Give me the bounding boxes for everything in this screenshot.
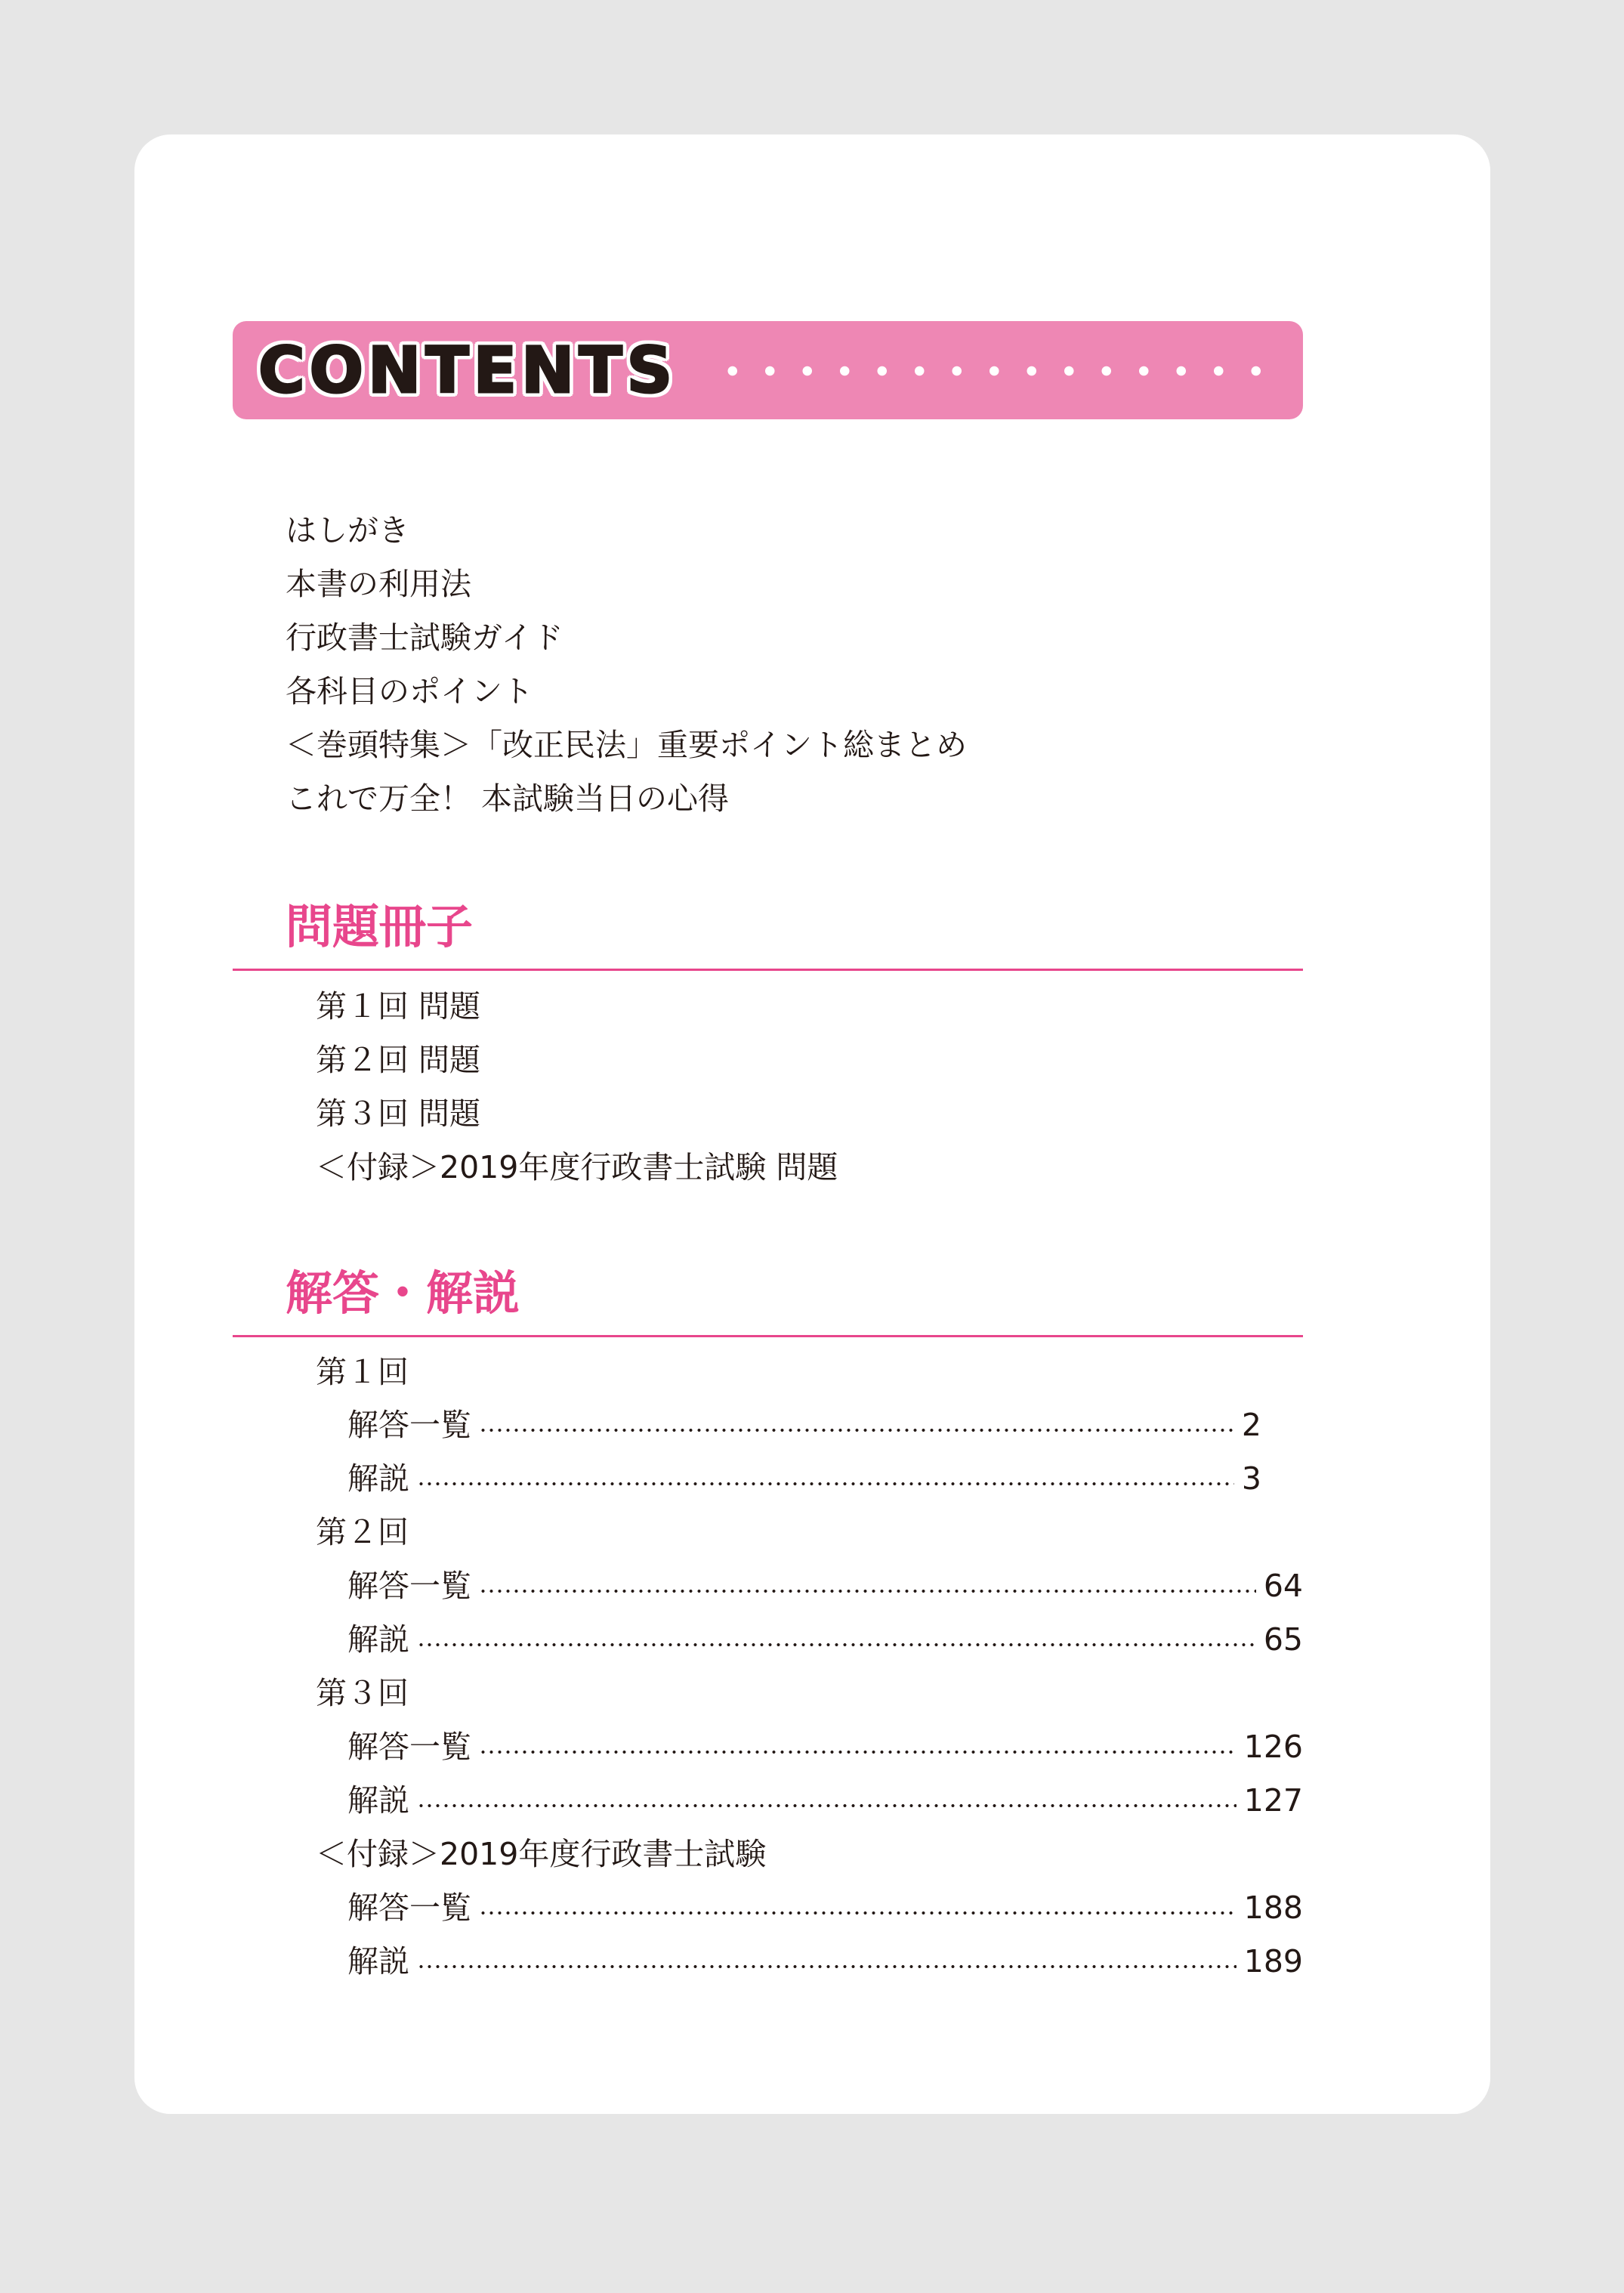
toc-entry-label: 解説 bbox=[347, 1460, 409, 1497]
toc-group-heading: 第２回 bbox=[316, 1514, 409, 1550]
toc-entry-label: 解答一覧 bbox=[347, 1407, 471, 1443]
toc-item-preface[interactable]: はしがき bbox=[286, 512, 409, 549]
toc-entry-page: 126 bbox=[1243, 1729, 1303, 1765]
toc-item-how-to-use[interactable]: 本書の利用法 bbox=[286, 566, 471, 602]
section-title-answers: 解答・解説 bbox=[286, 1265, 520, 1321]
toc-entry-label: 解答一覧 bbox=[347, 1568, 471, 1604]
contents-title: CONTENTS bbox=[258, 333, 678, 407]
toc-entry-page: 65 bbox=[1263, 1621, 1303, 1658]
toc-group-heading: ＜付録＞2019年度行政書士試験 bbox=[316, 1836, 767, 1872]
leader-dots bbox=[417, 1642, 1256, 1648]
toc-entry-page: 189 bbox=[1243, 1943, 1303, 1979]
toc-item-exam-day-tips[interactable]: これで万全！ 本試験当日の心得 bbox=[286, 780, 730, 817]
leader-dots bbox=[479, 1427, 1234, 1433]
toc-entry-page: 127 bbox=[1243, 1782, 1303, 1819]
toc-entry-page: 3 bbox=[1241, 1460, 1261, 1497]
toc-item-q2[interactable]: 第２回 問題 bbox=[316, 1042, 481, 1078]
toc-entry[interactable] bbox=[347, 1724, 1303, 1769]
toc-entry[interactable] bbox=[347, 1456, 1261, 1501]
toc-item-q1[interactable]: 第１回 問題 bbox=[316, 988, 481, 1024]
toc-group-heading: 第３回 bbox=[316, 1675, 409, 1711]
toc-item-q-appendix[interactable]: ＜付録＞2019年度行政書士試験 問題 bbox=[316, 1149, 838, 1185]
toc-entry[interactable] bbox=[347, 1939, 1303, 1984]
toc-entry[interactable] bbox=[347, 1885, 1303, 1930]
toc-entry[interactable] bbox=[347, 1617, 1303, 1662]
contents-banner bbox=[233, 321, 1303, 419]
leader-dots bbox=[417, 1481, 1234, 1487]
toc-group-heading: 第１回 bbox=[316, 1354, 409, 1390]
leader-dots bbox=[479, 1588, 1256, 1594]
toc-entry-page: 188 bbox=[1243, 1890, 1303, 1926]
section-divider bbox=[233, 969, 1303, 971]
section-title-question-booklet: 問題冊子 bbox=[286, 899, 474, 954]
toc-entry[interactable] bbox=[347, 1563, 1303, 1608]
banner-dot-decoration bbox=[714, 366, 1277, 376]
leader-dots bbox=[479, 1749, 1237, 1755]
section-divider bbox=[233, 1335, 1303, 1337]
toc-entry[interactable] bbox=[347, 1778, 1303, 1823]
toc-item-q3[interactable]: 第３回 問題 bbox=[316, 1096, 481, 1132]
toc-entry[interactable] bbox=[347, 1402, 1261, 1448]
toc-item-exam-guide[interactable]: 行政書士試験ガイド bbox=[286, 620, 563, 656]
toc-entry-page: 2 bbox=[1241, 1407, 1261, 1443]
toc-entry-label: 解説 bbox=[347, 1621, 409, 1658]
leader-dots bbox=[479, 1910, 1237, 1916]
toc-entry-page: 64 bbox=[1263, 1568, 1303, 1604]
toc-entry-label: 解答一覧 bbox=[347, 1890, 471, 1926]
leader-dots bbox=[417, 1964, 1237, 1970]
toc-item-subject-points[interactable]: 各科目のポイント bbox=[286, 673, 533, 709]
toc-entry-label: 解説 bbox=[347, 1782, 409, 1819]
toc-entry-label: 解説 bbox=[347, 1943, 409, 1979]
leader-dots bbox=[417, 1803, 1237, 1809]
toc-item-special-feature[interactable]: ＜巻頭特集＞「改正民法」重要ポイント総まとめ bbox=[286, 727, 967, 763]
toc-entry-label: 解答一覧 bbox=[347, 1729, 471, 1765]
